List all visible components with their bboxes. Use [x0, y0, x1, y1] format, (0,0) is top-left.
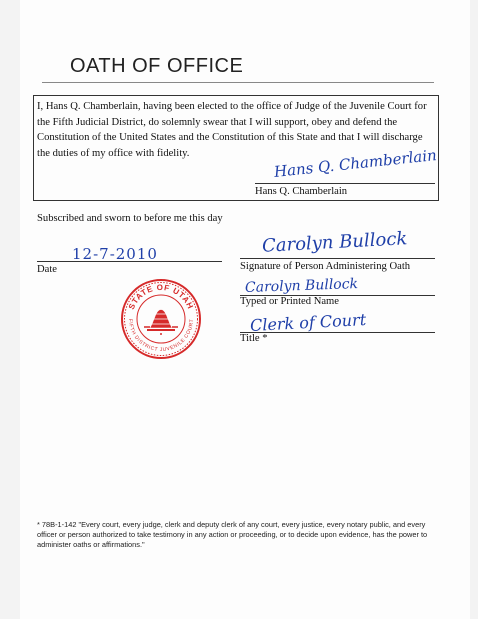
- footnote: * 78B-1-142 "Every court, every judge, clerk and deputy clerk of any court, every justice, every notary public, and every officer or person authorized to take testimony in any action or proceeding, or to decide upon evidence, has the power to administer oaths or affirmations.": [37, 520, 428, 549]
- seal-top-text: STATE OF UTAH: [126, 282, 196, 311]
- officer-signature: Hans Q. Chamberlain: [273, 146, 438, 181]
- administrator-signature-line: [240, 258, 435, 259]
- oath-text: I, Hans Q. Chamberlain, having been elected to the office of Judge of the Juvenile Court for the Fifth Judicial District, do solemnly swear that I will support, obey and defend the Constitution of the United States and the Constitution of this State and that I will discharge the duties of my office with fidelity.: [37, 101, 427, 159]
- title-rule: [42, 82, 434, 83]
- printed-name-handwritten: Carolyn Bullock: [244, 276, 359, 296]
- officer-name: Hans Q. Chamberlain: [255, 186, 348, 197]
- oath-box-bottom-rule: [33, 200, 438, 201]
- administrator-signature: Carolyn Bullock: [261, 228, 408, 257]
- officer-signature-line: [255, 183, 435, 184]
- subscribed-text: Subscribed and sworn to before me this day: [37, 213, 223, 224]
- handwritten-date: 12-7-2010: [72, 245, 158, 263]
- title-line: [240, 332, 435, 333]
- date-label: Date: [37, 264, 57, 275]
- title-handwritten: Clerk of Court: [249, 309, 367, 336]
- date-line: [37, 261, 222, 262]
- typed-name-label: Typed or Printed Name: [240, 296, 339, 307]
- court-seal-icon: [120, 278, 202, 360]
- seal-bottom-text: FIFTH DISTRICT JUVENILE COURT: [126, 318, 196, 354]
- title-label: Title *: [240, 333, 268, 344]
- signature-label: Signature of Person Administering Oath: [240, 261, 411, 272]
- document-title: OATH OF OFFICE: [70, 55, 244, 77]
